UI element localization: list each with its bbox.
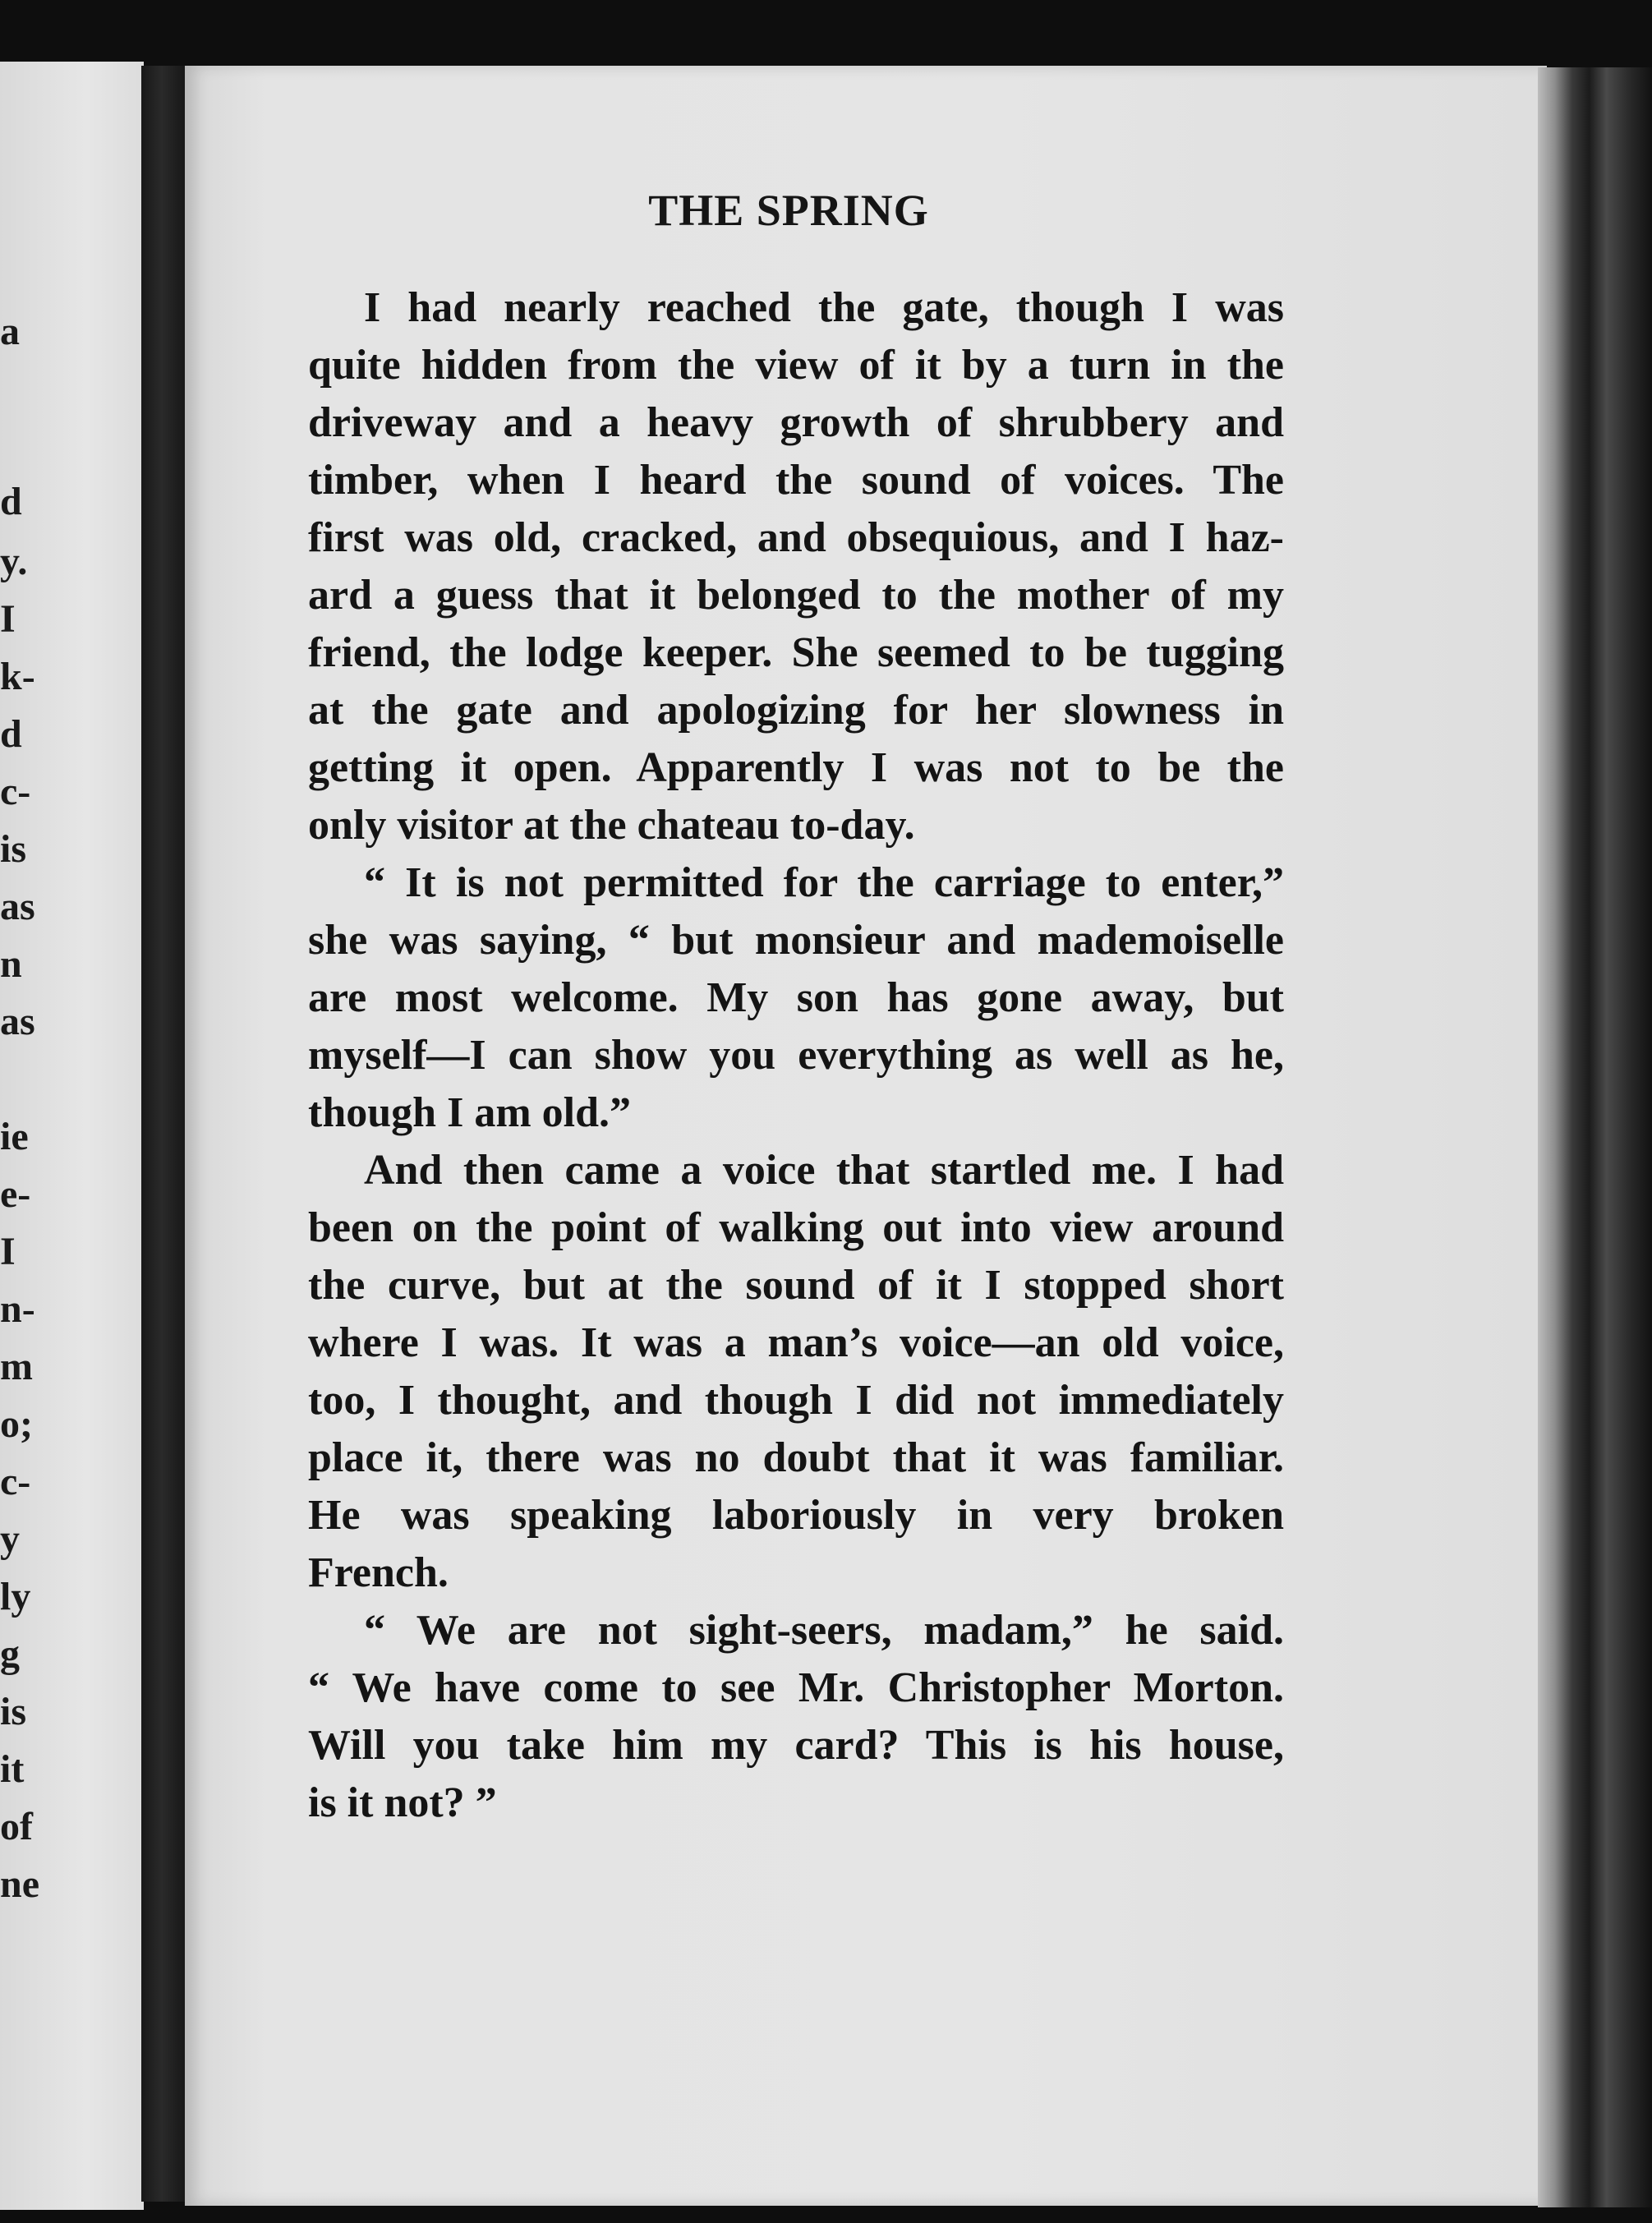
text-line: “ We are not sight-seers, madam,” he said.	[364, 1607, 1284, 1654]
previous-page-fragment-text: n	[0, 942, 22, 986]
previous-page-fragment-text: d	[0, 480, 22, 523]
previous-page-fragment-text: of	[0, 1805, 33, 1848]
previous-page-fragment-text: ly	[0, 1575, 31, 1618]
text-line: And then came a voice that startled me. I had	[364, 1147, 1284, 1194]
previous-page-fragment-text: as	[0, 885, 35, 928]
text-line: getting it open. Apparently I was not to be the	[308, 744, 1284, 791]
text-line: too, I thought, and though I did not immediately	[308, 1377, 1284, 1424]
text-line: first was old, cracked, and obsequious, and I haz-	[308, 514, 1284, 561]
text-line: ard a guess that it belonged to the mother of my	[308, 572, 1284, 619]
previous-page-fragment-text: m	[0, 1345, 33, 1388]
previous-page-fragment-text: ne	[0, 1862, 39, 1906]
text-line: friend, the lodge keeper. She seemed to be tugging	[308, 629, 1284, 676]
paragraph	[308, 854, 1284, 1142]
text-line: French.	[308, 1549, 449, 1596]
text-line: “ We have come to see Mr. Christopher Morton.	[308, 1664, 1284, 1711]
text-line: place it, there was no doubt that it was familiar.	[308, 1434, 1284, 1481]
text-line: she was saying, “ but monsieur and mademoiselle	[308, 917, 1284, 964]
previous-page-fragment-text: g	[0, 1632, 20, 1676]
text-line: myself—I can show you everything as well as he,	[308, 1032, 1284, 1079]
text-line: though I am old.”	[308, 1089, 631, 1136]
previous-page-fragment	[0, 62, 144, 2210]
previous-page-fragment-text: y	[0, 1517, 20, 1561]
paragraph	[308, 1142, 1284, 1602]
text-line: are most welcome. My son has gone away, but	[308, 974, 1284, 1021]
text-line: quite hidden from the view of it by a turn in the	[308, 342, 1284, 389]
paragraph	[308, 1602, 1284, 1832]
text-line: is it not? ”	[308, 1779, 497, 1826]
previous-page-fragment-text: is	[0, 827, 27, 871]
previous-page-fragment-text: a	[0, 310, 20, 353]
previous-page-fragment-text: it	[0, 1747, 25, 1791]
previous-page-fragment-text: e-	[0, 1172, 31, 1216]
text-line: driveway and a heavy growth of shrubbery and	[308, 399, 1284, 446]
previous-page-fragment-text: y.	[0, 540, 28, 583]
running-head: THE SPRING	[648, 186, 929, 235]
text-line: “ It is not permitted for the carriage to enter,”	[364, 859, 1284, 906]
previous-page-line-endings	[0, 62, 144, 2210]
previous-page-fragment-text: o;	[0, 1402, 33, 1446]
previous-page-fragment-text: is	[0, 1690, 27, 1733]
text-line: He was speaking laboriously in very broken	[308, 1492, 1284, 1539]
previous-page-fragment-text: ie	[0, 1115, 29, 1158]
text-line: the curve, but at the sound of it I stopped short	[308, 1262, 1284, 1309]
previous-page-fragment-text: c-	[0, 770, 31, 813]
text-line: timber, when I heard the sound of voices. The	[308, 457, 1284, 504]
page-body-text	[308, 279, 1284, 1832]
previous-page-fragment-text: as	[0, 1000, 35, 1043]
text-line: only visitor at the chateau to-day.	[308, 802, 915, 849]
text-line: I had nearly reached the gate, though I was	[364, 284, 1284, 331]
previous-page-fragment-text: I	[0, 597, 16, 641]
previous-page-fragment-text: n-	[0, 1287, 35, 1331]
text-line: at the gate and apologizing for her slowness in	[308, 687, 1284, 734]
text-line: Will you take him my card? This is his house,	[308, 1722, 1284, 1769]
page-edge-shadow	[1538, 67, 1652, 2207]
previous-page-fragment-text: d	[0, 712, 22, 756]
paragraph	[308, 279, 1284, 854]
previous-page-fragment-text: I	[0, 1230, 16, 1273]
text-line: where I was. It was a man’s voice—an old voice,	[308, 1319, 1284, 1366]
text-line: been on the point of walking out into view around	[308, 1204, 1284, 1251]
previous-page-fragment-text: k-	[0, 655, 35, 698]
previous-page-fragment-text: c-	[0, 1460, 31, 1503]
